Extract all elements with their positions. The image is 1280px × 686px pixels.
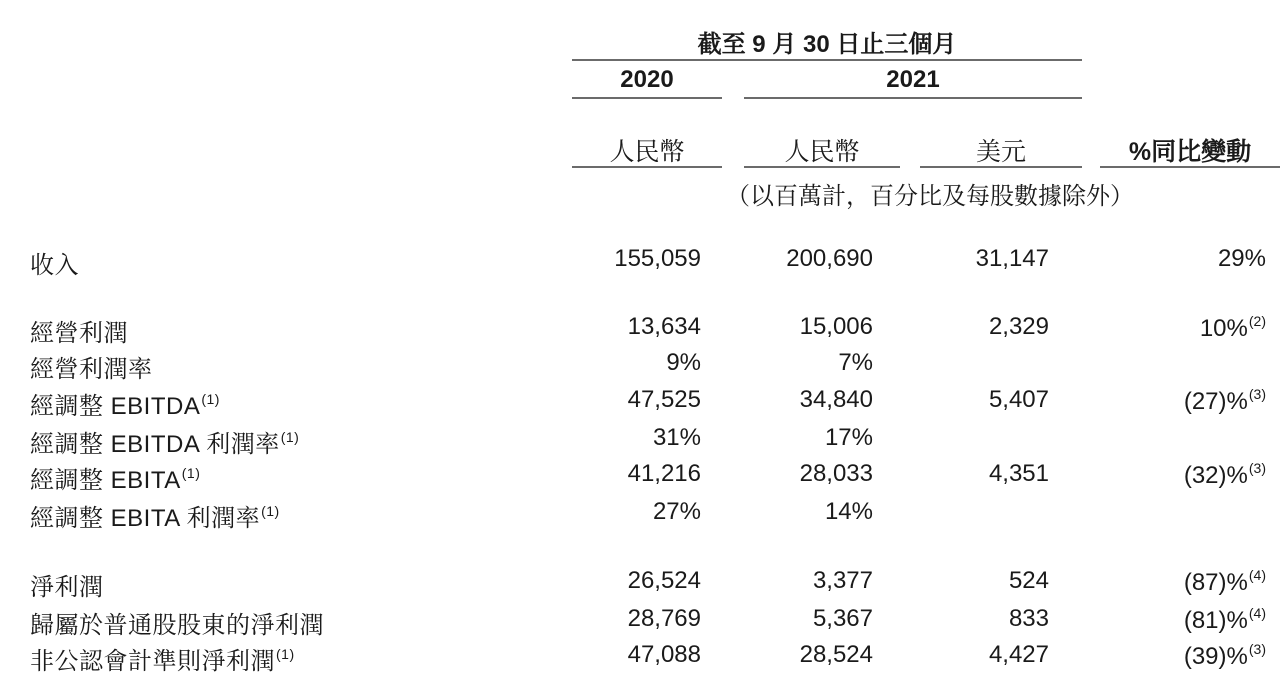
row-label <box>30 498 280 533</box>
currency-usd-header: 美元 <box>975 138 1026 166</box>
period-header: 截至 9 月 30 日止三個月 <box>697 31 957 58</box>
year-2021-rule <box>744 97 1082 99</box>
value-yoy-change <box>1184 386 1266 416</box>
footnote-ref: (1) <box>181 465 201 481</box>
value-yoy-change <box>1218 245 1266 273</box>
row-label-text: 經調整 EBITDA 利潤率 <box>30 431 280 458</box>
row-label-text: 經營利潤率 <box>30 356 153 383</box>
row-label <box>30 641 295 676</box>
row-label-text: 收入 <box>30 252 79 279</box>
footnote-ref: (3) <box>1248 460 1266 476</box>
value-2021: 34,840 <box>799 386 873 413</box>
row-label <box>30 245 79 280</box>
value-usd: 5,407 <box>988 386 1049 413</box>
value-yoy-change <box>1184 460 1266 490</box>
row-label <box>30 386 220 421</box>
footnote-ref: (1) <box>280 429 300 445</box>
yoy-change-text: (81)% <box>1183 607 1248 634</box>
value-2020: 13,634 <box>627 313 701 340</box>
value-2020: 47,088 <box>627 641 701 668</box>
value-yoy-change <box>1184 641 1266 671</box>
value-2021: 200,690 <box>786 245 873 272</box>
unit-note: （以百萬計，百分比及每股數據除外） <box>726 183 1134 210</box>
yoy-change-text: 10% <box>1199 315 1248 342</box>
value-2020: 155,059 <box>614 245 701 272</box>
value-yoy-change <box>1200 313 1266 343</box>
row-label <box>30 460 200 495</box>
value-usd: 524 <box>1008 567 1049 594</box>
row-label-text: 非公認會計準則淨利潤 <box>30 648 275 675</box>
period-rule <box>572 59 1082 61</box>
footnote-ref: (1) <box>201 391 220 407</box>
value-yoy-change <box>1184 605 1266 635</box>
yoy-change-text: (32)% <box>1183 462 1248 489</box>
value-2021: 17% <box>824 424 873 451</box>
value-2020: 31% <box>652 424 701 451</box>
value-usd: 4,427 <box>988 641 1049 668</box>
value-2021: 28,033 <box>799 460 873 487</box>
row-label-text: 歸屬於普通股股東的淨利潤 <box>30 612 324 639</box>
yoy-change-text: (39)% <box>1183 643 1248 670</box>
row-label <box>30 349 153 384</box>
footnote-ref: (1) <box>261 503 280 519</box>
row-label-text: 經調整 EBITA 利潤率 <box>30 505 261 532</box>
value-usd: 2,329 <box>988 313 1049 340</box>
value-2021: 14% <box>824 498 873 525</box>
value-2021: 28,524 <box>799 641 873 668</box>
currency-usd-rule <box>920 166 1082 168</box>
value-2020: 47,525 <box>627 386 701 413</box>
value-usd: 31,147 <box>975 245 1049 272</box>
value-2021: 5,367 <box>812 605 873 632</box>
row-label <box>30 567 104 602</box>
currency-2021-rule <box>744 166 900 168</box>
value-2021: 3,377 <box>812 567 873 594</box>
yoy-change-rule <box>1100 166 1280 168</box>
footnote-ref: (3) <box>1248 386 1266 402</box>
row-label <box>30 313 128 348</box>
value-2021: 7% <box>838 349 873 376</box>
row-label-text: 經調整 EBITDA <box>30 393 201 420</box>
footnote-ref: (2) <box>1248 313 1266 329</box>
yoy-change-text: (27)% <box>1183 388 1248 415</box>
year-2020-rule <box>572 97 722 99</box>
footnote-ref: (4) <box>1248 567 1266 583</box>
currency-2021-header: 人民幣 <box>784 138 860 166</box>
footnote-ref: (4) <box>1248 605 1266 621</box>
value-2020: 41,216 <box>627 460 701 487</box>
row-label-text: 經營利潤 <box>30 320 128 347</box>
yoy-change-header: %同比變動 <box>1128 138 1252 166</box>
value-usd: 833 <box>1008 605 1049 632</box>
value-usd: 4,351 <box>988 460 1049 487</box>
value-2020: 26,524 <box>627 567 701 594</box>
value-2020: 28,769 <box>627 605 701 632</box>
value-2021: 15,006 <box>799 313 873 340</box>
year-2021-header: 2021 <box>886 66 940 93</box>
value-yoy-change <box>1184 567 1266 597</box>
row-label <box>30 605 324 640</box>
currency-2020-header: 人民幣 <box>609 138 685 166</box>
row-label <box>30 424 299 459</box>
footnote-ref: (1) <box>276 646 295 662</box>
year-2020-header: 2020 <box>620 66 674 93</box>
row-label-text: 經調整 EBITA <box>30 467 181 494</box>
yoy-change-text: (87)% <box>1183 569 1248 596</box>
value-2020: 9% <box>666 349 701 376</box>
row-label-text: 淨利潤 <box>30 574 104 601</box>
yoy-change-text: 29% <box>1217 245 1266 272</box>
currency-2020-rule <box>572 166 722 168</box>
footnote-ref: (3) <box>1248 641 1266 657</box>
value-2020: 27% <box>652 498 701 525</box>
